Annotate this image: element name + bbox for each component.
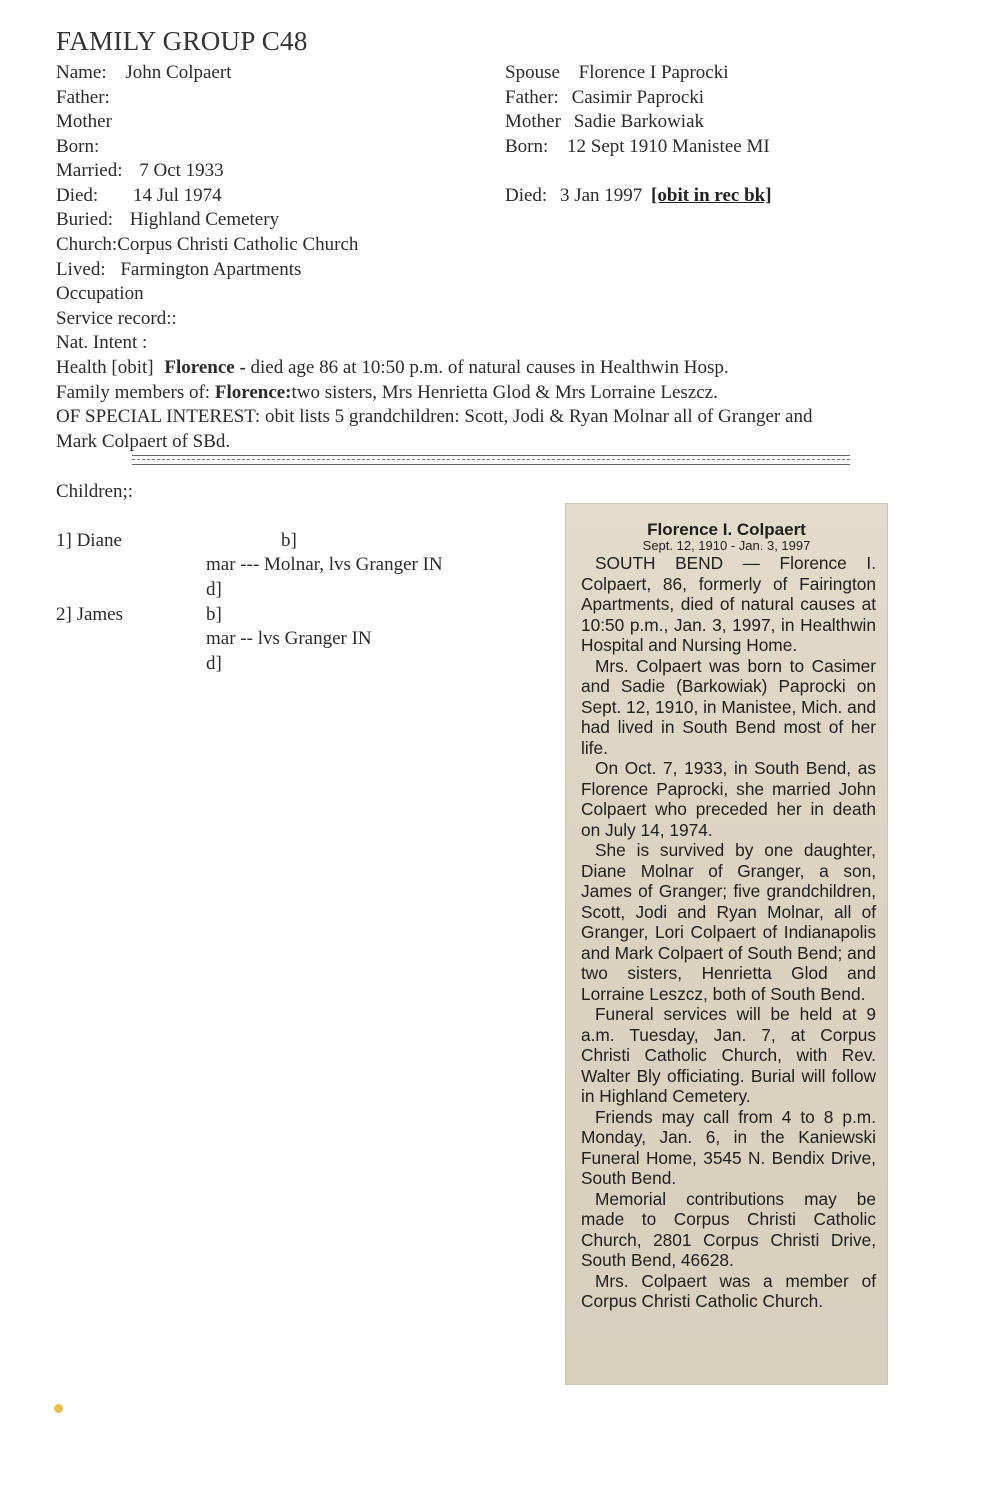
church-row: [56, 233, 358, 257]
special-interest-line-1: OF SPECIAL INTEREST: obit lists 5 grandchildren: Scott, Jodi & Ryan Molnar all of Granger and: [56, 406, 813, 427]
obituary-paragraph: Funeral services will be held at 9 a.m. Tuesday, Jan. 7, at Corpus Christi Catholic Church, with Rev. Walter Bly officiating. Burial will follow in Highland Cemetery.: [581, 1004, 876, 1106]
lived-label: Lived:: [56, 259, 106, 280]
spouse-father-label: Father:: [505, 87, 559, 108]
obituary-dates: Sept. 12, 1910 - Jan. 3, 1997: [642, 538, 811, 553]
nat-intent-label: Nat. Intent :: [56, 332, 148, 353]
obituary-paragraph: Friends may call from 4 to 8 p.m. Monday, Jan. 6, in the Kaniewski Funeral Home, 3545 N. Bendix Drive, South Bend.: [581, 1106, 876, 1188]
name-value: John Colpaert: [125, 62, 232, 83]
spouse-mother-label: Mother: [505, 111, 561, 132]
died-label: Died:: [56, 185, 99, 206]
name-label: Name:: [56, 62, 107, 83]
mother-label: Mother: [56, 111, 112, 132]
spouse-died-label: Died:: [505, 185, 548, 206]
died-value: 14 Jul 1974: [132, 185, 222, 206]
service-record-label: Service record::: [56, 308, 177, 329]
name-row: [56, 61, 231, 85]
lived-row: [56, 258, 301, 282]
obit-link[interactable]: [obit in rec bk]: [651, 185, 772, 206]
church-label: Church:: [56, 234, 118, 255]
occupation-label: Occupation: [56, 283, 144, 304]
child-1-name: 1] Diane: [56, 530, 122, 551]
obituary-paragraph: She is survived by one daughter, Diane Molnar of Granger, a son, James of Granger; five grandchildren, Scott, Jodi and Ryan Molnar, all of Granger, Lori Colpaert of Indianapolis and Mark Colpaert of South Bend; and two sisters, Henrietta Glod and Lorraine Leszcz, both of South Bend.: [581, 840, 876, 1004]
obituary-paragraph: Mrs. Colpaert was born to Casimer and Sadie (Barkowiak) Paprocki on Sept. 12, 1910, in Manistee, Mich. and had lived in South Bend most of her life.: [581, 655, 876, 758]
buried-value: Highland Cemetery: [129, 209, 280, 230]
spouse-mother-row: [505, 110, 704, 134]
obituary-headline: Florence I. Colpaert: [647, 520, 806, 539]
married-row: [56, 159, 224, 183]
lived-value: Farmington Apartments: [120, 259, 302, 280]
obituary-body: [565, 553, 888, 1312]
spouse-died-value: 3 Jan 1997: [559, 185, 643, 206]
obituary-paragraph: On Oct. 7, 1933, in South Bend, as Florence Paprocki, she married John Colpaert who preceded her in death on July 14, 1974.: [581, 758, 876, 840]
spouse-label: Spouse: [505, 62, 560, 83]
family-name: Florence:: [214, 382, 292, 403]
obituary-paragraph: Mrs. Colpaert was a member of Corpus Christi Catholic Church.: [581, 1270, 876, 1311]
child-1-married: mar --- Molnar, lvs Granger IN: [206, 554, 443, 575]
page-title: FAMILY GROUP C48: [56, 26, 308, 56]
child-1-born: b]: [281, 530, 297, 551]
family-label: Family members of:: [56, 382, 211, 403]
child-2-died: d]: [206, 653, 222, 674]
spouse-value: Florence I Paprocki: [578, 62, 729, 83]
buried-row: [56, 208, 279, 232]
section-divider: [132, 455, 850, 465]
obituary-paragraph: SOUTH BEND — Florence I. Colpaert, 86, formerly of Fairington Apartments, died of natural causes at 10:50 p.m., Jan. 3, 1997, in Healthwin Hospital and Nursing Home.: [581, 553, 876, 655]
health-row: [56, 356, 729, 380]
health-text: died age 86 at 10:50 p.m. of natural causes in Healthwin Hosp.: [250, 357, 729, 378]
spouse-mother-value: Sadie Barkowiak: [573, 111, 705, 132]
spouse-row: [505, 61, 729, 85]
spouse-father-value: Casimir Paprocki: [571, 87, 705, 108]
obituary-paragraph: Memorial contributions may be made to Corpus Christi Catholic Church, 2801 Corpus Christi Drive, South Bend, 46628.: [581, 1188, 876, 1270]
child-2-name: 2] James: [56, 604, 124, 625]
children-heading: Children;:: [56, 481, 134, 502]
spouse-born-row: [505, 135, 770, 159]
family-row: [56, 381, 718, 405]
father-label: Father:: [56, 87, 110, 108]
born-label: Born:: [56, 136, 100, 157]
spouse-born-value: 12 Sept 1910 Manistee MI: [567, 136, 770, 157]
health-name: Florence -: [164, 357, 246, 378]
child-1-died: d]: [206, 579, 222, 600]
child-2-married: mar -- lvs Granger IN: [206, 628, 372, 649]
obituary-clipping: [565, 503, 888, 1385]
spouse-born-label: Born:: [505, 136, 549, 157]
special-interest-line-2: Mark Colpaert of SBd.: [56, 431, 231, 452]
spouse-father-row: [505, 86, 704, 110]
married-label: Married:: [56, 160, 123, 181]
family-text: two sisters, Mrs Henrietta Glod & Mrs Lorraine Leszcz.: [291, 382, 718, 403]
child-2-born: b]: [206, 604, 222, 625]
paper-speck: [54, 1404, 63, 1413]
died-row: [56, 184, 222, 208]
spouse-died-row: [505, 184, 772, 208]
church-value: Corpus Christi Catholic Church: [117, 234, 359, 255]
health-label: Health [obit]: [56, 357, 154, 378]
married-value: 7 Oct 1933: [139, 160, 224, 181]
buried-label: Buried:: [56, 209, 113, 230]
